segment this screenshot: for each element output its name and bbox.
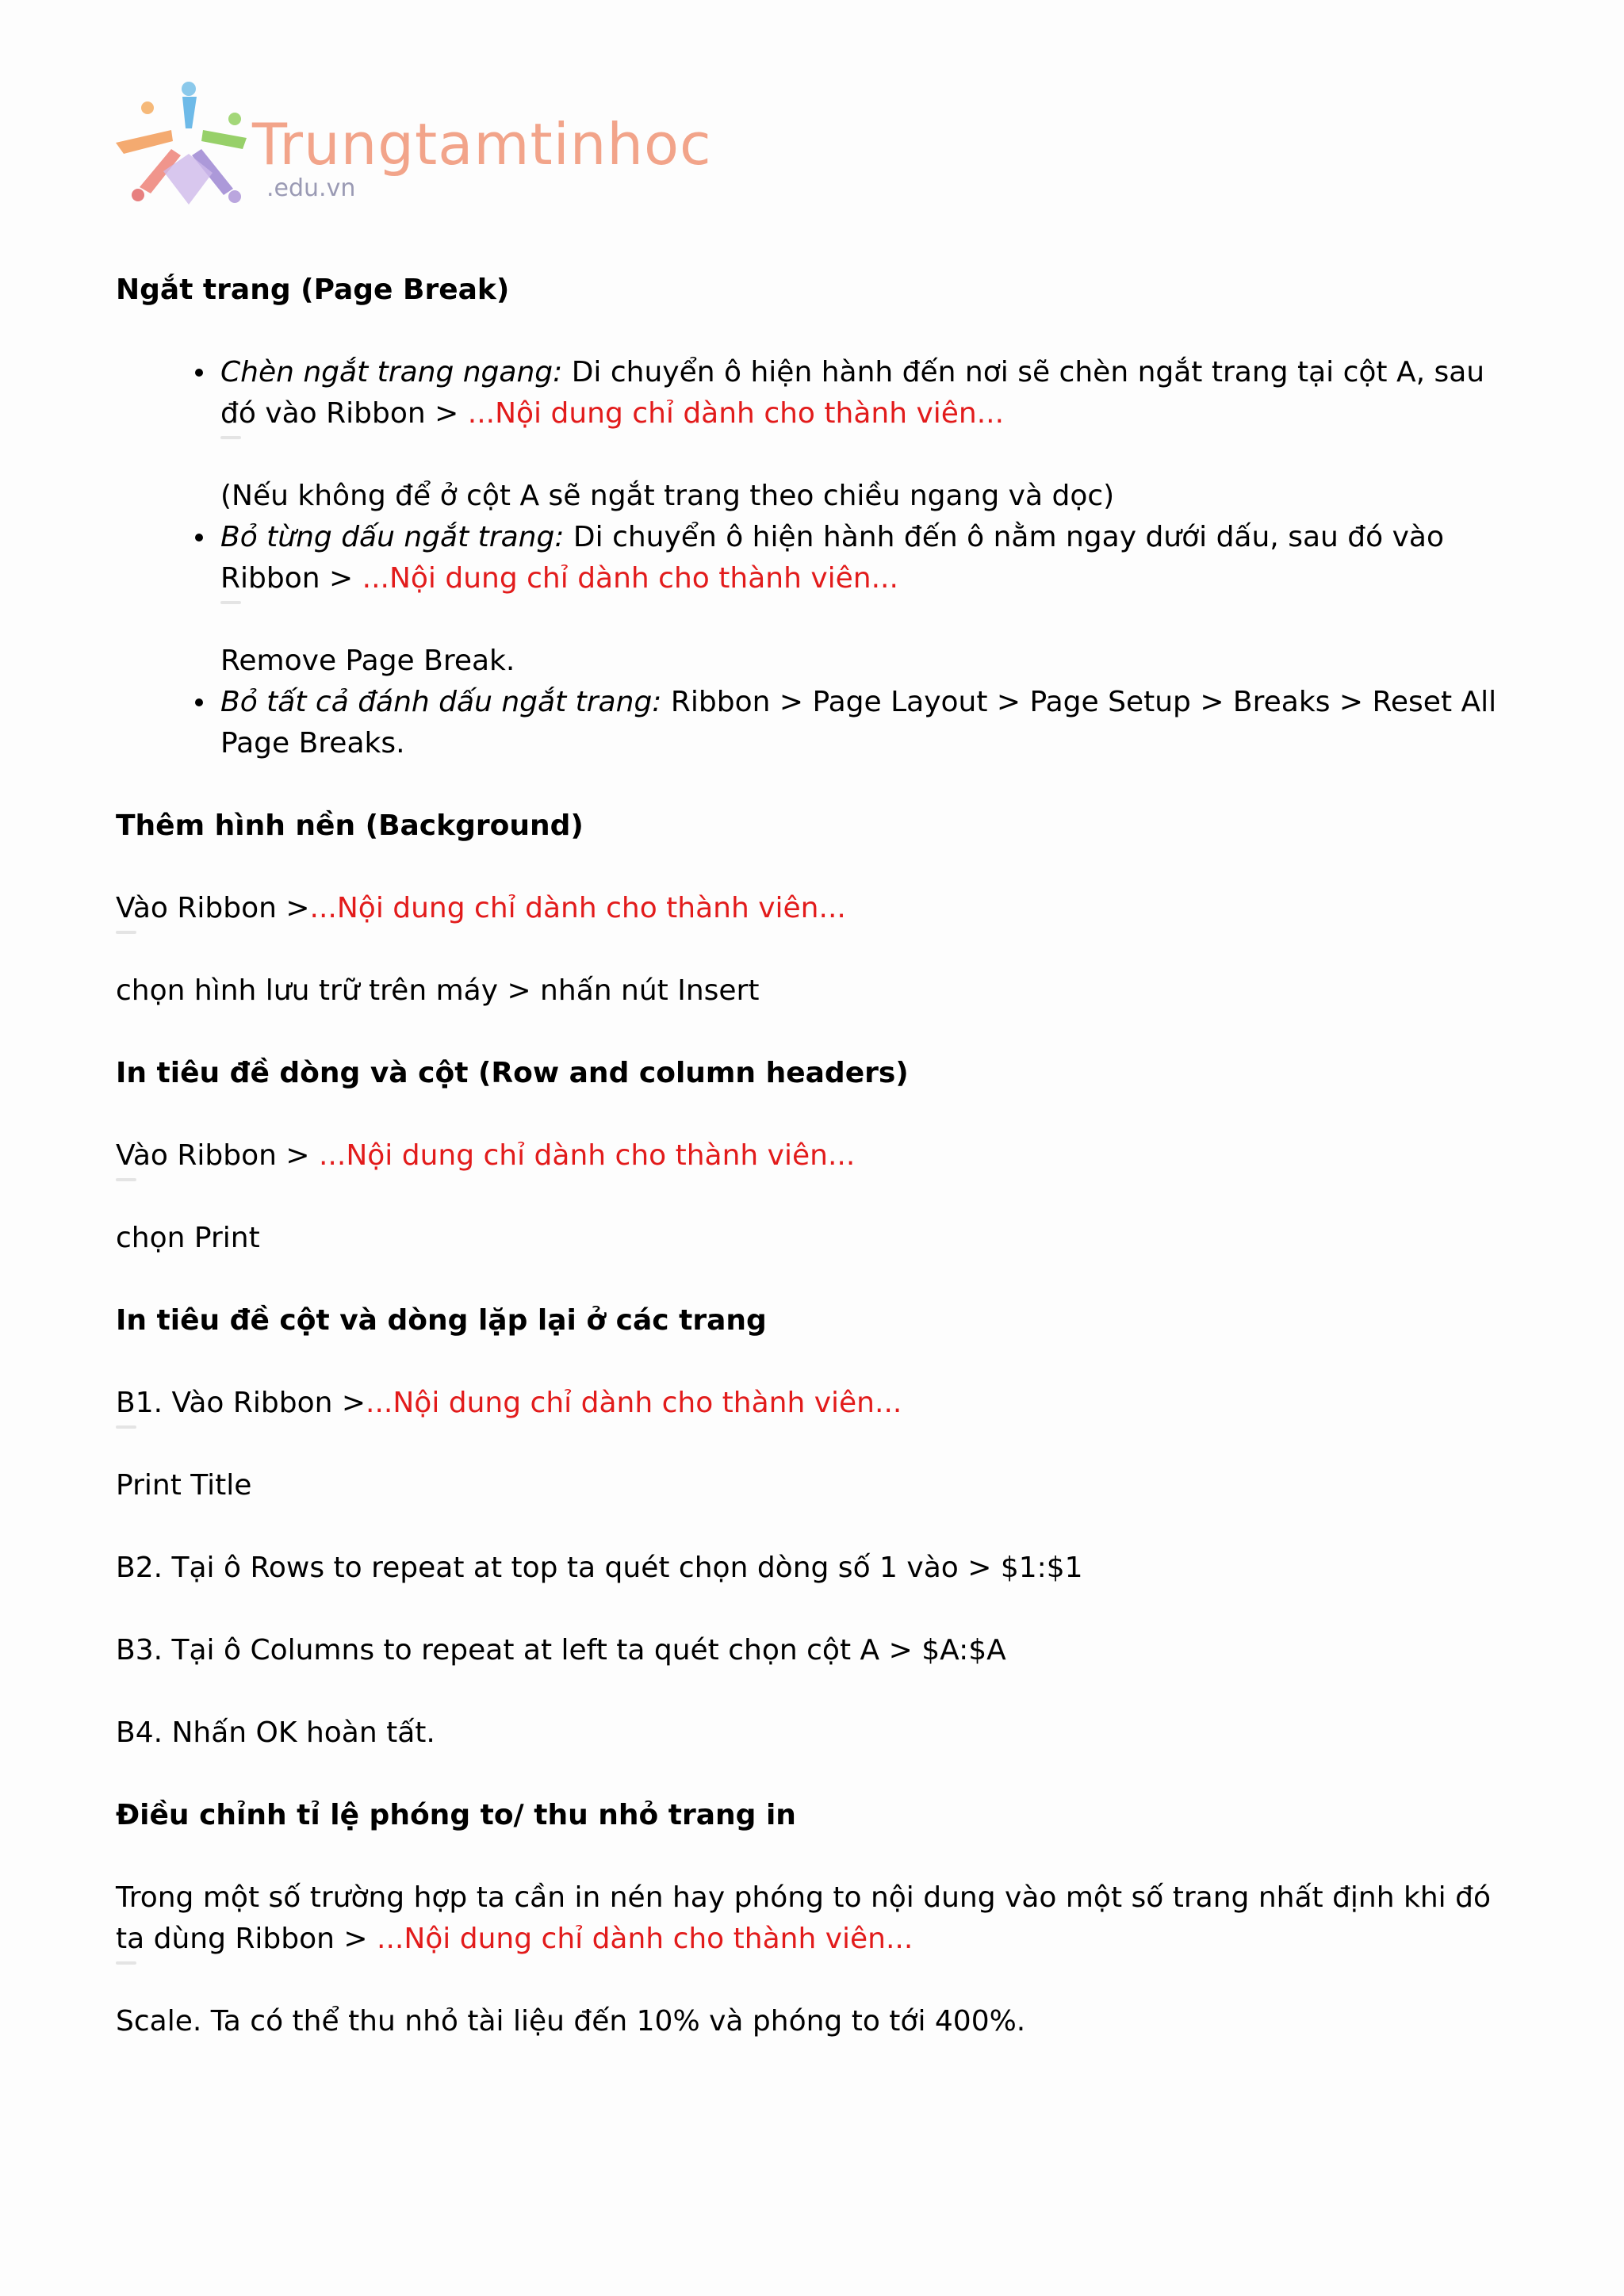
hidden-image-placeholder xyxy=(116,1425,136,1429)
paragraph: chọn Print xyxy=(116,1222,260,1254)
paragraph xyxy=(116,1135,1511,1177)
star-people-logo-icon xyxy=(116,78,251,211)
members-only-link[interactable]: ...Nội dung chỉ dành cho thành viên... xyxy=(467,397,1005,430)
heading-scale: Điều chỉnh tỉ lệ phóng to/ thu nhỏ trang in xyxy=(116,1799,796,1831)
heading-background: Thêm hình nền (Background) xyxy=(116,809,584,842)
list-item-text: Di chuyển ô hiện hành đến nơi sẽ chèn ngắt trang tại cột A, sau đó vào Ribbon > xyxy=(220,356,1485,430)
paragraph: Print Title xyxy=(116,1469,252,1502)
list-item-text: Ribbon > Page Layout > Page Setup > Breaks > Reset All Page Breaks. xyxy=(220,686,1497,760)
members-only-link[interactable]: ...Nội dung chỉ dành cho thành viên... xyxy=(318,1139,856,1172)
list-item-note: Remove Page Break. xyxy=(220,645,515,677)
page-break-list xyxy=(116,352,1511,764)
list-item-label: Bỏ từng dấu ngắt trang: xyxy=(220,521,565,553)
article-body xyxy=(116,270,1511,2042)
list-item-text: Di chuyển ô hiện hành đến ô nằm ngay dưới dấu, sau đó vào Ribbon > xyxy=(220,521,1444,595)
list-item-note: (Nếu không để ở cột A sẽ ngắt trang theo chiều ngang và dọc) xyxy=(220,480,1115,512)
members-only-link[interactable]: ...Nội dung chỉ dành cho thành viên... xyxy=(377,1923,914,1955)
paragraph-text: Vào Ribbon > xyxy=(116,892,310,924)
paragraph: B4. Nhấn OK hoàn tất. xyxy=(116,1716,435,1749)
paragraph xyxy=(116,1383,1511,1424)
paragraph-text: B1. Vào Ribbon > xyxy=(116,1387,366,1419)
list-item-label: Bỏ tất cả đánh dấu ngắt trang: xyxy=(220,686,662,718)
logo-domain-text: .edu.vn xyxy=(266,174,356,202)
paragraph-text: Vào Ribbon > xyxy=(116,1139,319,1172)
list-item xyxy=(220,682,1511,764)
paragraph-text: Trong một số trường hợp ta cần in nén hay phóng to nội dung vào một số trang nhất định khi đó ta dùng Ribbon > xyxy=(116,1881,1491,1955)
heading-page-break: Ngắt trang (Page Break) xyxy=(116,274,510,306)
paragraph: Scale. Ta có thể thu nhỏ tài liệu đến 10% và phóng to tới 400%. xyxy=(116,2005,1026,2038)
members-only-link[interactable]: ...Nội dung chỉ dành cho thành viên... xyxy=(366,1387,902,1419)
paragraph xyxy=(116,1877,1511,1960)
hidden-image-placeholder xyxy=(116,931,136,934)
logo-brand-text: Trungtamtinhoc xyxy=(252,111,712,178)
list-item-label: Chèn ngắt trang ngang: xyxy=(220,356,563,388)
heading-row-column-headers: In tiêu đề dòng và cột (Row and column headers) xyxy=(116,1057,909,1089)
members-only-link[interactable]: ...Nội dung chỉ dành cho thành viên... xyxy=(362,562,898,595)
paragraph: B2. Tại ô Rows to repeat at top ta quét chọn dòng số 1 vào > $1:$1 xyxy=(116,1552,1083,1584)
paragraph xyxy=(116,888,1511,929)
heading-repeat-titles: In tiêu đề cột và dòng lặp lại ở các trang xyxy=(116,1304,767,1337)
members-only-link[interactable]: ...Nội dung chỉ dành cho thành viên... xyxy=(309,892,846,924)
site-logo[interactable] xyxy=(116,78,712,211)
hidden-image-placeholder xyxy=(116,1961,136,1965)
hidden-image-placeholder xyxy=(220,601,241,604)
paragraph: chọn hình lưu trữ trên máy > nhấn nút Insert xyxy=(116,974,760,1007)
paragraph: B3. Tại ô Columns to repeat at left ta quét chọn cột A > $A:$A xyxy=(116,1634,1006,1667)
list-item xyxy=(220,352,1511,517)
list-item xyxy=(220,517,1511,682)
hidden-image-placeholder xyxy=(220,436,241,439)
hidden-image-placeholder xyxy=(116,1178,136,1181)
